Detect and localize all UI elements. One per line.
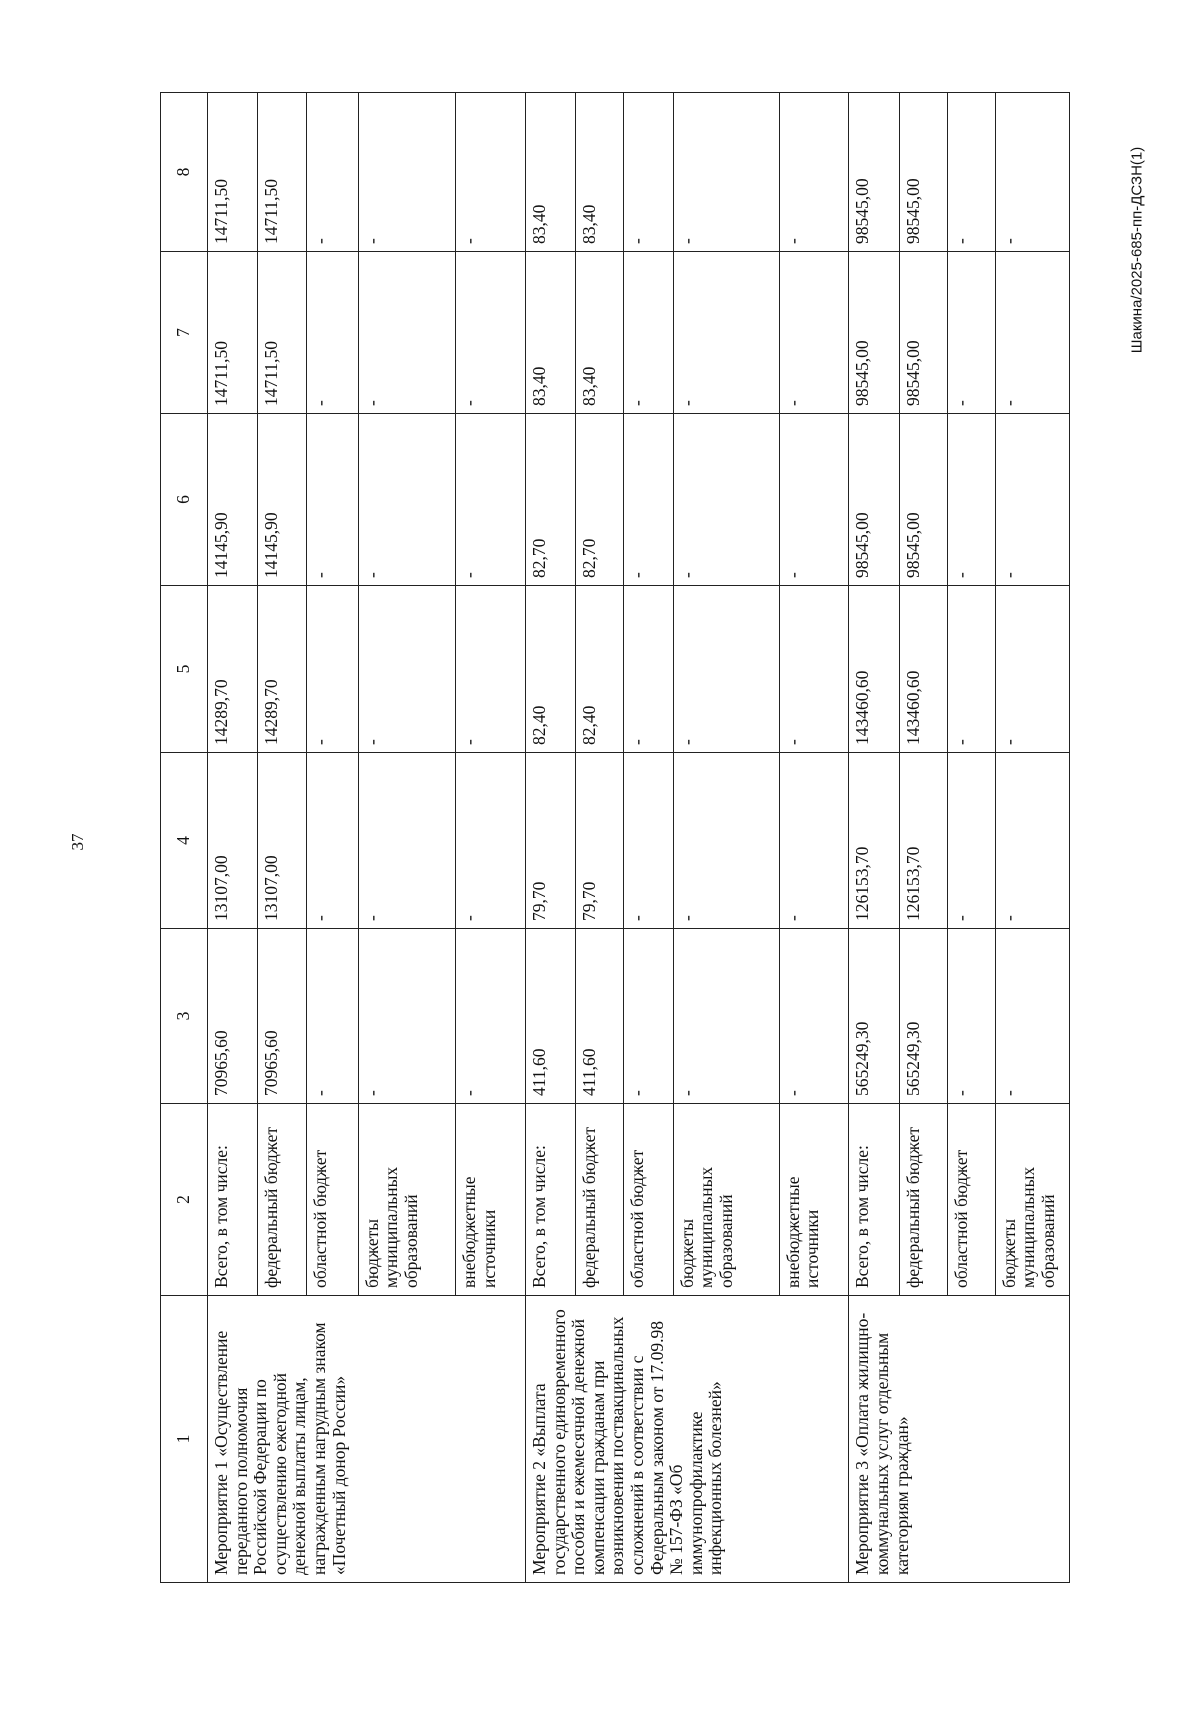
funding-source: бюджеты муниципальных образований bbox=[673, 1104, 779, 1296]
amount-cell: - bbox=[673, 252, 779, 414]
amount-cell: - bbox=[456, 753, 526, 929]
amount-cell: - bbox=[995, 93, 1069, 252]
amount-cell: - bbox=[456, 929, 526, 1104]
funding-source: федеральный бюджет bbox=[576, 1104, 624, 1296]
amount-cell: - bbox=[358, 93, 455, 252]
amount-cell: - bbox=[358, 929, 455, 1104]
amount-cell: - bbox=[779, 252, 849, 414]
amount-cell: - bbox=[307, 929, 358, 1104]
funding-source: Всего, в том числе: bbox=[208, 1104, 258, 1296]
amount-cell: - bbox=[358, 414, 455, 586]
column-header-3: 3 bbox=[161, 929, 208, 1104]
amount-cell: - bbox=[995, 414, 1069, 586]
amount-cell: 83,40 bbox=[525, 93, 575, 252]
amount-cell: 411,60 bbox=[525, 929, 575, 1104]
amount-cell: - bbox=[779, 586, 849, 753]
amount-cell: 82,70 bbox=[525, 414, 575, 586]
amount-cell: - bbox=[673, 414, 779, 586]
financing-table bbox=[160, 92, 1070, 1583]
column-header-7: 7 bbox=[161, 252, 208, 414]
amount-cell: 13107,00 bbox=[258, 753, 307, 929]
amount-cell: - bbox=[995, 753, 1069, 929]
amount-cell: 565249,30 bbox=[849, 929, 899, 1104]
amount-cell: 143460,60 bbox=[899, 586, 947, 753]
funding-source: федеральный бюджет bbox=[899, 1104, 947, 1296]
funding-source: Всего, в том числе: bbox=[849, 1104, 899, 1296]
amount-cell: - bbox=[673, 93, 779, 252]
amount-cell: - bbox=[995, 586, 1069, 753]
funding-source: Всего, в том числе: bbox=[525, 1104, 575, 1296]
amount-cell: 14289,70 bbox=[258, 586, 307, 753]
measure-name: Мероприятие 2 «Выплата государственного единовременного пособия и ежемесячной денежной компенсации гражданам при возникновении поствакцинальных осложнений в соответствии с Федеральным законом от 17.09.98 № 157-ФЗ «Об иммунопрофилактике инфекционных болезней» bbox=[525, 1296, 848, 1583]
amount-cell: - bbox=[947, 414, 995, 586]
amount-cell: 82,40 bbox=[576, 586, 624, 753]
amount-cell: 79,70 bbox=[525, 753, 575, 929]
column-header-1: 1 bbox=[161, 1296, 208, 1583]
amount-cell: 82,70 bbox=[576, 414, 624, 586]
amount-cell: - bbox=[947, 252, 995, 414]
table-frame bbox=[160, 93, 1070, 1583]
amount-cell: 14711,50 bbox=[258, 252, 307, 414]
funding-source: бюджеты муниципальных образований bbox=[995, 1104, 1069, 1296]
amount-cell: 70965,60 bbox=[208, 929, 258, 1104]
amount-cell: 98545,00 bbox=[849, 93, 899, 252]
amount-cell: - bbox=[456, 93, 526, 252]
funding-source: внебюджетные источники bbox=[779, 1104, 849, 1296]
amount-cell: - bbox=[358, 252, 455, 414]
amount-cell: - bbox=[779, 929, 849, 1104]
column-header-4: 4 bbox=[161, 753, 208, 929]
amount-cell: 14289,70 bbox=[208, 586, 258, 753]
amount-cell: - bbox=[624, 414, 673, 586]
amount-cell: 79,70 bbox=[576, 753, 624, 929]
table-body bbox=[208, 93, 1070, 1583]
amount-cell: 14711,50 bbox=[208, 93, 258, 252]
measure-name: Мероприятие 3 «Оплата жилищно-коммунальных услуг отдельным категориям граждан» bbox=[849, 1296, 1070, 1583]
amount-cell: - bbox=[779, 93, 849, 252]
funding-source: областной бюджет bbox=[624, 1104, 673, 1296]
amount-cell: - bbox=[358, 753, 455, 929]
table-row bbox=[208, 93, 258, 1583]
amount-cell: 83,40 bbox=[576, 252, 624, 414]
amount-cell: - bbox=[624, 252, 673, 414]
amount-cell: - bbox=[307, 93, 358, 252]
funding-source: областной бюджет bbox=[947, 1104, 995, 1296]
amount-cell: - bbox=[779, 753, 849, 929]
amount-cell: 98545,00 bbox=[849, 414, 899, 586]
amount-cell: - bbox=[456, 252, 526, 414]
amount-cell: 14711,50 bbox=[208, 252, 258, 414]
amount-cell: 14145,90 bbox=[208, 414, 258, 586]
funding-source: бюджеты муниципальных образований bbox=[358, 1104, 455, 1296]
amount-cell: - bbox=[779, 414, 849, 586]
amount-cell: - bbox=[456, 586, 526, 753]
amount-cell: - bbox=[624, 93, 673, 252]
measure-name: Мероприятие 1 «Осуществление переданного полномочия Российской Федерации по осуществлению ежегодной денежной выплаты лицам, награжденным нагрудным знаком «Почетный донор России» bbox=[208, 1296, 526, 1583]
amount-cell: - bbox=[673, 586, 779, 753]
column-header-6: 6 bbox=[161, 414, 208, 586]
column-header-5: 5 bbox=[161, 586, 208, 753]
amount-cell: 14711,50 bbox=[258, 93, 307, 252]
amount-cell: - bbox=[947, 93, 995, 252]
amount-cell: - bbox=[995, 252, 1069, 414]
amount-cell: 83,40 bbox=[576, 93, 624, 252]
amount-cell: - bbox=[624, 586, 673, 753]
table-row bbox=[849, 93, 899, 1583]
amount-cell: - bbox=[673, 753, 779, 929]
amount-cell: - bbox=[307, 414, 358, 586]
column-header-2: 2 bbox=[161, 1104, 208, 1296]
amount-cell: 98545,00 bbox=[899, 414, 947, 586]
table-row bbox=[525, 93, 575, 1583]
funding-source: внебюджетные источники bbox=[456, 1104, 526, 1296]
amount-cell: 98545,00 bbox=[849, 252, 899, 414]
amount-cell: 126153,70 bbox=[899, 753, 947, 929]
amount-cell: 143460,60 bbox=[849, 586, 899, 753]
funding-source: федеральный бюджет bbox=[258, 1104, 307, 1296]
amount-cell: - bbox=[995, 929, 1069, 1104]
amount-cell: 70965,60 bbox=[258, 929, 307, 1104]
amount-cell: - bbox=[307, 753, 358, 929]
amount-cell: - bbox=[307, 252, 358, 414]
amount-cell: 83,40 bbox=[525, 252, 575, 414]
amount-cell: 126153,70 bbox=[849, 753, 899, 929]
amount-cell: - bbox=[947, 753, 995, 929]
amount-cell: - bbox=[358, 586, 455, 753]
amount-cell: 13107,00 bbox=[208, 753, 258, 929]
amount-cell: 14145,90 bbox=[258, 414, 307, 586]
amount-cell: 411,60 bbox=[576, 929, 624, 1104]
amount-cell: - bbox=[624, 753, 673, 929]
amount-cell: - bbox=[456, 414, 526, 586]
amount-cell: - bbox=[624, 929, 673, 1104]
column-header-8: 8 bbox=[161, 93, 208, 252]
amount-cell: - bbox=[673, 929, 779, 1104]
funding-source: областной бюджет bbox=[307, 1104, 358, 1296]
table-header-row bbox=[161, 93, 208, 1583]
document-id: Шакина/2025-685-пп-ДСЗН(1) bbox=[1128, 146, 1146, 354]
amount-cell: - bbox=[307, 586, 358, 753]
amount-cell: - bbox=[947, 929, 995, 1104]
amount-cell: 98545,00 bbox=[899, 93, 947, 252]
amount-cell: 98545,00 bbox=[899, 252, 947, 414]
amount-cell: 565249,30 bbox=[899, 929, 947, 1104]
page-number: 37 bbox=[68, 833, 87, 851]
amount-cell: 82,40 bbox=[525, 586, 575, 753]
amount-cell: - bbox=[947, 586, 995, 753]
